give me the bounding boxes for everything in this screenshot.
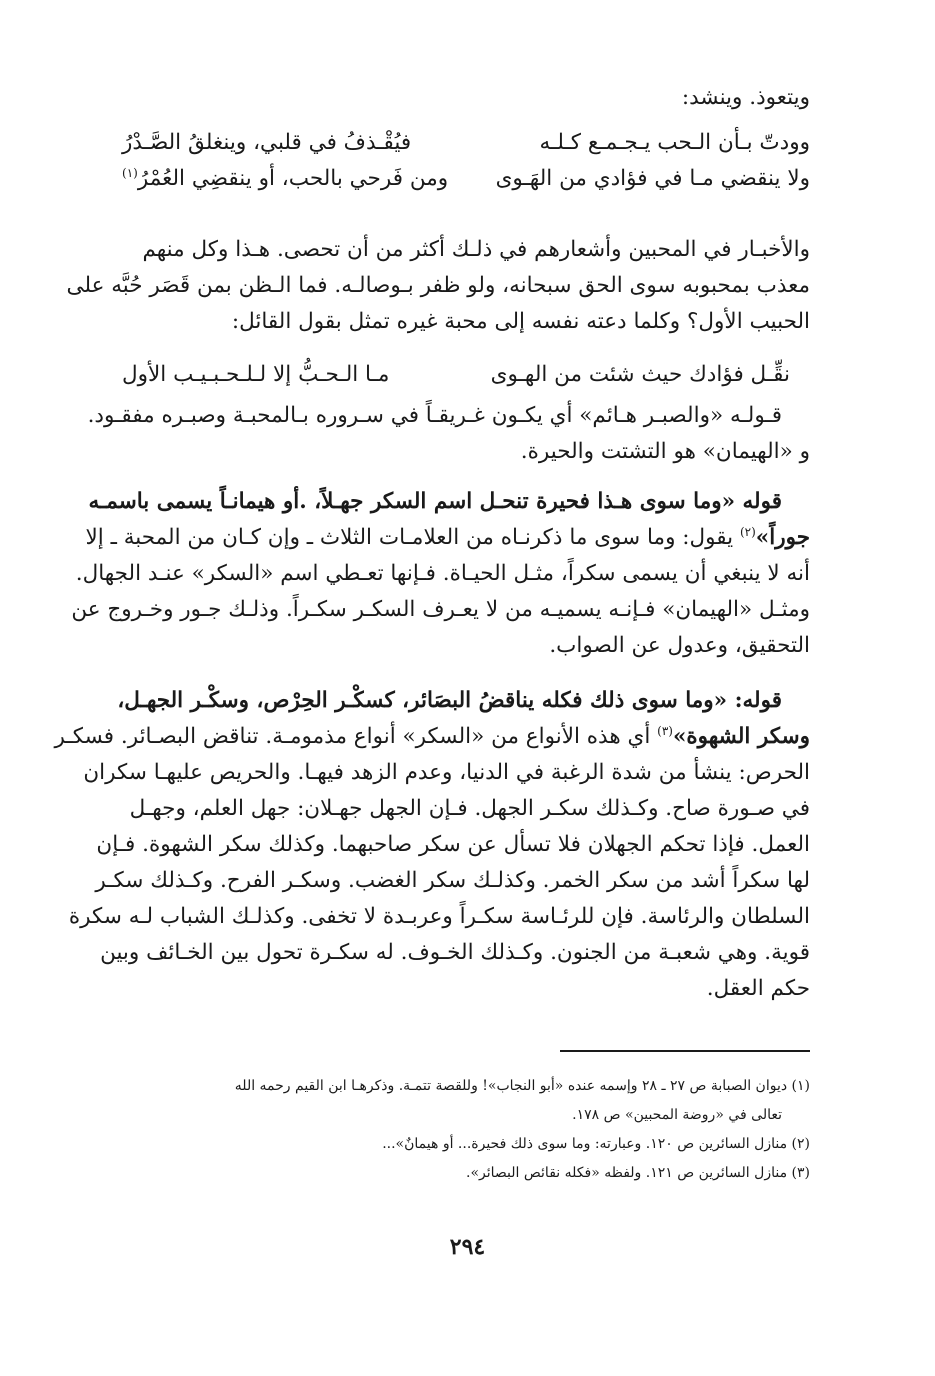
footnote-marker: (٢)	[739, 524, 756, 539]
verse-hemistich-first: وودتّ بـأن الـحب يـجـمـع كـلـه	[539, 130, 810, 155]
verse-line	[122, 166, 810, 202]
footnote-3: (٣) منازل السائرين ص ١٢١. ولفظه «فكله نقائص البصائر».	[466, 1165, 810, 1181]
footnote-marker: (١)	[122, 165, 138, 180]
footnote-marker: (٣)	[657, 723, 673, 738]
paragraph-bewilderment: قوله «وما سوى هـذا فحيرة تنحـل اسم السكر جهـلاً، .أو هيمانـاً يسمى باسمـه جوراً»$^{(٢)}$ يقول: وما سوى ما ذكرنـاه من العلامـات الثلاث ـ وإن كـان من المحبة ـ إلا أنه لا ينبغي أن يسمى سكراً، مثـل الحيـاة. فـإنها تعـطي اسم «السكر» عنـد الجهال. ومثـل «الهيمان» فـإنـه يسميـه من لا يعـرف السكـر سكـراً. وذلـك جـور وخـروج عن التحقيق، وعدول عن الصواب.	[71, 489, 810, 658]
poem-verse-2	[122, 362, 810, 398]
intro-line: ويتعوذ. وينشد:	[681, 85, 810, 110]
verse-hemistich-second: فيُقْـذفُ في قلبي، وينغلقُ الصَّـدْرُ	[122, 130, 412, 155]
paragraph-patience: قـولـه «والصبـر هـائم» أي يكـون غـريقـاً في سـروره بـالمحبـة وصبـره مفقـود. و «الهيمان» هو التشتت والحيرة.	[87, 403, 810, 464]
verse-hemistich-second: ومن فَرحي بالحب، أو ينقضِي العُمْرُ$^{(١)}$	[122, 165, 449, 191]
footnote-2: (٢) منازل السائرين ص ١٢٠. وعبارته: وما سوى ذلك فحيرة... أو هيمانٌ»...	[382, 1136, 810, 1152]
verse-line	[122, 130, 810, 166]
page-number: ٢٩٤	[449, 1234, 486, 1260]
verse-hemistich-first: نقِّـل فؤادك حيث شئت من الهـوى	[490, 362, 790, 387]
paragraph-intoxications: قوله: «وما سوى ذلك فكله يناقضُ البصَائر، كسكْـر الحِرْص، وسكْـر الجهـل، وسكر الشهوة»$^{(٣)}$ أي هذه الأنواع من «السكر» أنواع مذمومـة. تناقض البصـائر. فسكـر الحرص: ينشأ من شدة الرغبة في الدنيا، وعدم الزهد فيهـا. والحريص عليهـا سكران في صـورة صاح. وكـذلك سكـر الجهل. فـإن الجهل جهـلان: جهل العلم، وجهـل العمل. فإذا تحكم الجهلان فلا تسأل عن سكر صاحبهما. وكذلك سكر الشهوة. فـإن لها سكراً أشد من سكر الخمر. وكذلـك سكر الغضب. وسكـر الفرح. وكـذلك سكـر السلطان والرئاسة. فإن للرئـاسة سكـراً وعربـدة لا تخفى. وكذلـك الشباب لـه سكرة قوية. وهي شعبـة من الجنون. وكـذلك الخـوف. له سكـرة تحول بين الخـائف وبين حكم العقل.	[54, 688, 810, 1001]
footnote-separator	[560, 1050, 810, 1052]
verse-hemistich-first: ولا ينقضي مـا في فؤادي من الهَـوى	[495, 166, 810, 191]
footnote-1: (١) ديوان الصبابة ص ٢٧ ـ ٢٨ وإسمه عنده «أبو النجاب»! وللقصة تتمـة. وذكرهـا ابن القيم رحمه الله	[234, 1078, 810, 1094]
verse-line	[122, 362, 810, 398]
footnotes	[100, 1072, 810, 1188]
poem-verses-1	[122, 130, 810, 202]
footnote-1-continuation: تعالى في «روضة المحبين» ص ١٧٨.	[572, 1107, 782, 1123]
paragraph-lovers: والأخبـار في المحبين وأشعارهم في ذلـك أكثر من أن تحصى. هـذا وكل منهم معذب بمحبوبه سوى الحق سبحانه، ولو ظفر بـوصالـه. فما الـظن بمن قَصَر حُبَّه على الحبيب الأول؟ وكلما دعته نفسه إلى محبة غيره تمثل بقول القائل:	[66, 237, 810, 334]
verse-hemistich-second: مـا الـحـبُّ إلا لـلـحـبـيـب الأول	[122, 362, 390, 387]
